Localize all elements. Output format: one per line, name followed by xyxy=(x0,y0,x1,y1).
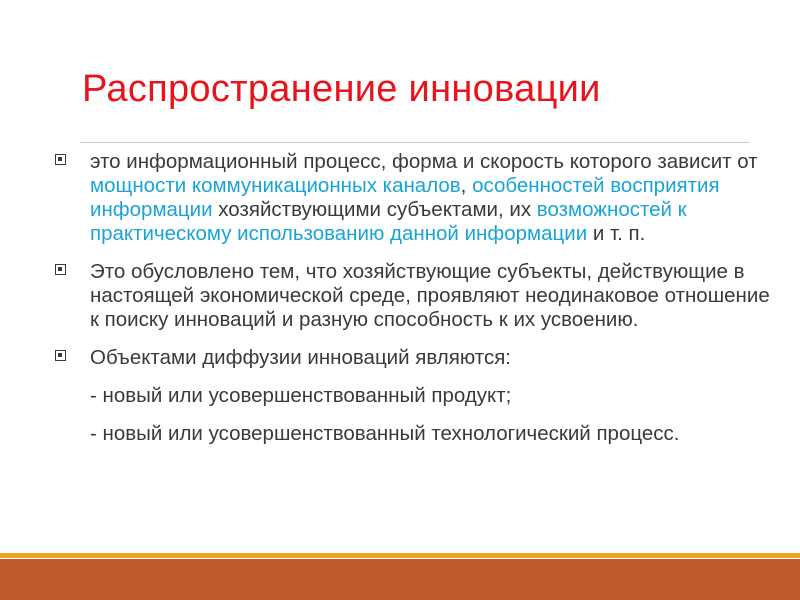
subitem-product xyxy=(55,384,770,408)
bullet-1-text-c: хозяйствующими субъектами, их xyxy=(212,198,537,221)
subitem-2-text: - новый или усовершенствованный технологический процесс. xyxy=(90,422,680,445)
slide-body xyxy=(55,150,770,460)
bullet-item-1 xyxy=(55,150,770,246)
bullet-1-highlight-perception: особенностей восприятия информации xyxy=(90,174,720,221)
bullet-1-highlight-channels: мощности коммуникационных каналов xyxy=(90,174,461,197)
bullet-1-highlight-possibilities: возможностей к практическому использованию данной информации xyxy=(90,198,687,245)
footer-band xyxy=(0,559,800,600)
slide-title: Распространение инновации xyxy=(82,68,601,110)
bullet-1-text-d: и т. п. xyxy=(587,222,646,245)
square-bullet-icon xyxy=(55,264,66,275)
title-divider xyxy=(80,142,750,143)
square-bullet-icon xyxy=(55,350,66,361)
subitem-process xyxy=(55,422,770,446)
subitem-1-text: - новый или усовершенствованный продукт; xyxy=(90,384,512,407)
square-bullet-icon xyxy=(55,154,66,165)
bullet-3-text: Объектами диффузии инноваций являются: xyxy=(90,346,511,369)
bullet-1-text-b: , xyxy=(460,174,473,197)
bullet-2-text: Это обусловлено тем, что хозяйствующие субъекты, действующие в настоящей экономической среде, проявляют неодинаковое отношение к поиску инноваций и разную способность к их усвоению. xyxy=(90,260,770,331)
footer-band-thin xyxy=(0,553,800,558)
bullet-item-2 xyxy=(55,260,770,332)
bullet-1-text-a: это информационный процесс, форма и скорость которого зависит от xyxy=(90,150,758,173)
bullet-item-3 xyxy=(55,346,770,370)
